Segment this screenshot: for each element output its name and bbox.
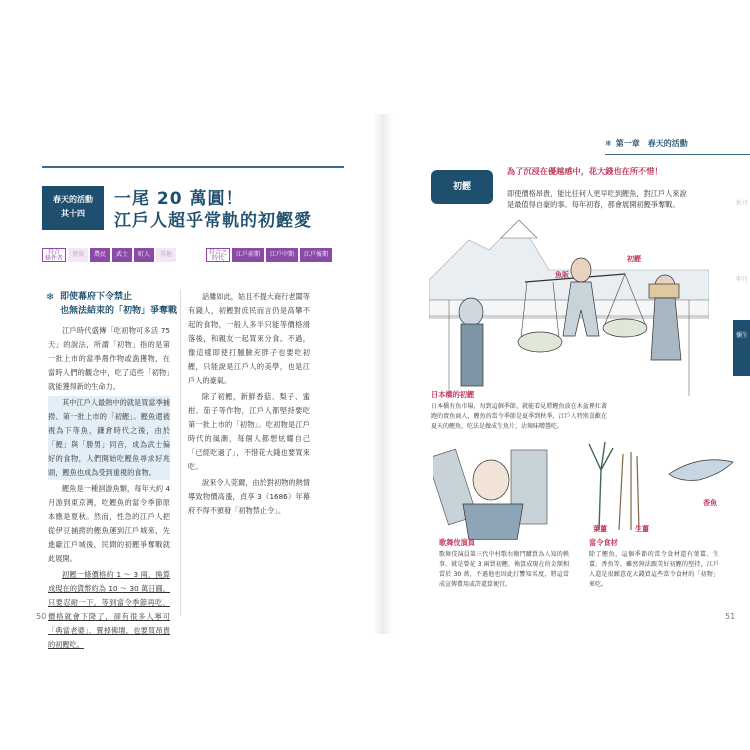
era-tag-head	[206, 248, 230, 262]
snowflake-icon: ❄	[605, 139, 612, 148]
paragraph: 初鰹一條價格約 1 ～ 3 兩，換算成現在的貨幣約為 10 ～ 30 萬日圓，只要忍耐一下，等到當令季節再吃，價格就會下降了，卻有很多人寧可「典當老婆」，賣掉佛壇，也要買昂貴的初鰹吃。	[48, 570, 170, 649]
label-ayu: 香魚	[703, 499, 717, 507]
subtitle-line-1: 即使幕府下令禁止	[60, 292, 133, 302]
body-column-2	[188, 290, 310, 520]
paragraph: 鰹魚是一種洄游魚類，每年大約 4 月游到東京灣，吃鰹魚的當令季節原本應是夏秋。然而，性急的江戶人把從伊豆捕撈的鰹魚運到江戶城來，先進獻江戶城後，民間的初鰹爭奪戰就此展開。	[48, 484, 170, 563]
tag-townsman: 町人	[134, 248, 154, 262]
note-nihonbashi-title: 日本橋的初鰹	[431, 390, 475, 399]
paragraph: 說來令人莞爾，由於對初物的熱情導致物價高漲，貞享 3（1686）年幕府不得不頒發「初物禁止令」。	[188, 478, 310, 515]
book-gutter	[373, 114, 393, 634]
fit-head-2: 條件者	[44, 255, 63, 262]
side-tab-label: 卯月	[735, 276, 748, 283]
right-page	[393, 114, 750, 634]
side-tab-label: 秋月	[735, 200, 748, 207]
topic-description: 即使價格昂貴，能比任何人更早吃到鰹魚，對江戶人來說是最值得自豪的事。每年初春，都會展開初鰹爭奪戰。	[507, 189, 687, 209]
fit-tag-head	[42, 248, 66, 262]
page-number-right: 51	[725, 612, 736, 621]
kabuki-illustration	[433, 444, 553, 540]
top-rule	[42, 166, 344, 168]
tag-mid-edo: 江戶中期	[266, 248, 298, 262]
era-tag-row	[206, 248, 332, 262]
label-hatsugatsuo: 初鰹	[627, 255, 641, 263]
fit-tag-row	[42, 248, 176, 262]
badge-line-2: 其十四	[61, 209, 85, 218]
section-badge	[42, 186, 104, 230]
vendor-illustration	[429, 220, 709, 396]
side-tab-autumn[interactable]	[733, 198, 750, 207]
paragraph: 除了初鰹，新鮮香菇、梨子、蜜柑、茄子等作物，江戶人都堅持要吃第一批上市的「初物」。吃初物是江戶時代的風潮，每個人都想炫耀自己「已經吃過了」，不惜花大錢也要買來吃。	[188, 392, 310, 471]
note-food-body: 除了鰹魚，這個季節的當令食材還有葉薑、生薑、香魚等。雖然無法跟美好初鰹的堅持，江戶人還是很願意花大錢買這些當令食材的「初物」來吃。	[589, 551, 719, 588]
tag-late-edo: 江戶後期	[300, 248, 332, 262]
paragraph: 江戶時代盛傳「吃初物可多活 75 天」的說法，所謂「初物」指的是第一批上市的當季農作物或漁獲物，在當時人們的觀念中，吃了這些「初物」就能獲得新的生命力。	[48, 326, 170, 391]
chapter-label: 第一章 春天的活動	[615, 139, 688, 148]
side-tab-yayoi[interactable]	[733, 320, 750, 376]
tag-farmer: 農民	[90, 248, 110, 262]
era-head-1: 符合之	[208, 249, 227, 256]
chapter-rule	[605, 154, 750, 155]
tag-other: 其他	[156, 248, 176, 262]
fit-head-1: 符合	[47, 249, 60, 256]
note-kabuki-title: 歌舞伎演員	[439, 538, 475, 547]
chapter-heading	[605, 138, 688, 152]
topic-catchline: 為了沉浸在優越感中，花大錢也在所不惜！	[507, 166, 663, 176]
snowflake-icon: ❄	[46, 292, 55, 303]
paragraph: 話雖如此，姑且不提大商行老闆等有錢人，初鰹對庶民而言仍是高攀不起的食物，一般人多半只能等價格滑落後，和親友一起買來分食。不過，像這樣即使打腫臉充胖子也要吃初鰹，只能說是江戶人的美學，也是江戶人的豪氣。	[188, 292, 310, 385]
page-number-left: 50	[36, 612, 47, 621]
label-shoga: 生薑	[635, 525, 649, 533]
tag-early-edo: 江戶前期	[232, 248, 264, 262]
column-divider	[180, 290, 181, 616]
seasonal-food-illustration	[579, 440, 739, 530]
topic-box: 初鰹	[431, 170, 493, 204]
body-column-1	[48, 324, 170, 654]
note-nihonbashi-body: 日本橋有魚市場，每到這個季節，就能看見將鰹魚放在木盆裡扛著跑的賣魚商人，鰹魚的當令季節是夏季到秋季，江戶人特別喜歡在夏天的鰹魚，吃法是做成生魚片，沾辣味噌醬吃。	[431, 403, 607, 430]
book-spread	[20, 114, 750, 649]
tag-samurai: 武士	[112, 248, 132, 262]
badge-line-1: 春天的活動	[53, 195, 93, 204]
left-page	[20, 114, 373, 649]
page-title-line-1: 一尾 20 萬圓！	[114, 189, 244, 209]
era-head-2: 時代	[211, 255, 224, 262]
tag-noble: 貴族	[68, 248, 88, 262]
side-tab-uzuki[interactable]	[733, 274, 750, 283]
page-title-line-2: 江戶人超乎常軌的初鰹愛	[114, 211, 312, 231]
paragraph: 其中江戶人最熱中的就是買當季捕撈、第一批上市的「初鰹」。鰹魚還被視為下等魚，鎌倉時代之後，由於「鰹」與「勝男」同音，成為武士偏好的食物，人們開始吃鰹魚尋求好兆頭，鰹魚也成為受到重視的食物。	[48, 396, 170, 480]
side-tab-label: 彌生	[735, 332, 748, 339]
label-fish-vendor: 魚販	[555, 271, 569, 279]
note-food-title: 當令食材	[589, 538, 618, 547]
note-kabuki-body: 歌舞伎演員第三代中村歌右衛門購買為人知的軼事，就是曾花 3 兩買初鰹，換算成現在的金額相當於 30 萬，不過他也因此打響知名度，將這當成宣傳費用或許還算便宜。	[439, 551, 569, 588]
label-ha-shoga: 葉薑	[593, 525, 607, 533]
subtitle-line-2: 也無法結束的「初物」爭奪戰	[60, 306, 178, 316]
